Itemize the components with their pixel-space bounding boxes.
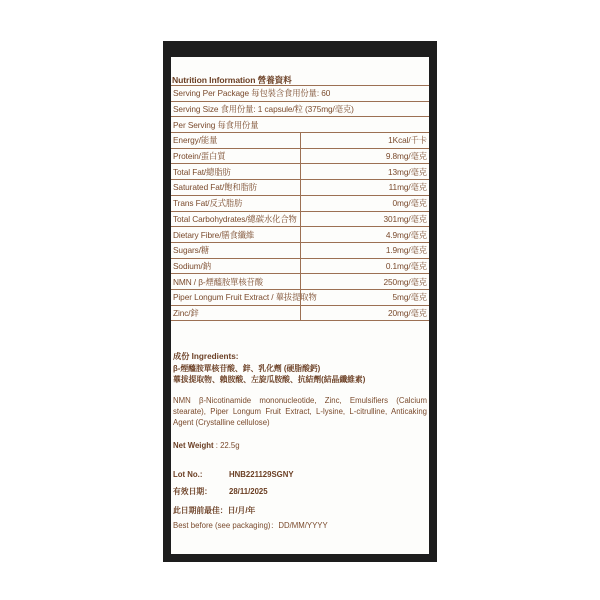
- expiry-date: [173, 487, 427, 498]
- row-value: 301mg/毫克: [300, 211, 429, 227]
- table-row: [171, 211, 429, 227]
- table-row: [171, 242, 429, 258]
- row-name: Energy/能量: [171, 133, 300, 149]
- expiry-label: 有效日期：: [173, 487, 212, 496]
- table-row: [171, 258, 429, 274]
- row-name: NMN / β-煙醯胺單核苷酸: [171, 274, 300, 290]
- expiry-value: 28/11/2025: [229, 487, 268, 496]
- per-serving: Per Serving 每食用份量: [171, 117, 429, 133]
- table-row: [171, 274, 429, 290]
- row-name: Saturated Fat/飽和脂肪: [171, 180, 300, 196]
- serving-per-package: Serving Per Package 每包裝含食用份量: 60: [171, 86, 429, 102]
- table-row: [171, 195, 429, 211]
- row-name: Total Carbohydrates/總碳水化合物: [171, 211, 300, 227]
- ingredients-zh: [173, 364, 427, 386]
- net-weight: [173, 441, 427, 452]
- row-name: Dietary Fibre/膳食纖維: [171, 227, 300, 243]
- table-row: [171, 305, 429, 321]
- row-value: 0.1mg/毫克: [300, 258, 429, 274]
- row-value: 1Kcal/千卡: [300, 133, 429, 149]
- net-weight-label: Net Weight: [173, 441, 214, 450]
- row-name: Sodium/鈉: [171, 258, 300, 274]
- row-value: 0mg/毫克: [300, 195, 429, 211]
- ingredients-en: NMN β-Nicotinamide mononucleotide, Zinc, Emulsifiers (Calcium stearate), Piper Longum Fruit Extract, L-lysine, L-citrulline, Anticaking Agent (Crystalline cellulose): [173, 396, 427, 427]
- row-name: Zinc/鋅: [171, 305, 300, 321]
- net-weight-value: : 22.5g: [215, 441, 240, 450]
- best-before-zh: 此日期前最佳：日/月/年: [173, 506, 256, 515]
- ingredients-zh-line-1: β-煙醯胺單核苷酸、鋅、乳化劑 (硬脂酸鈣): [173, 364, 321, 373]
- table-row: [171, 133, 429, 149]
- lot-value: HNB221129SGNY: [229, 470, 294, 479]
- row-value: 13mg/毫克: [300, 164, 429, 180]
- lot-number: [173, 470, 427, 481]
- row-value: 20mg/毫克: [300, 305, 429, 321]
- left-dark-band: [163, 41, 171, 562]
- row-value: 1.9mg/毫克: [300, 242, 429, 258]
- ingredients-heading: 成份 Ingredients:: [173, 352, 239, 361]
- table-row: [171, 148, 429, 164]
- row-value: 5mg/毫克: [300, 289, 429, 305]
- right-dark-band: [429, 41, 437, 562]
- row-value: 4.9mg/毫克: [300, 227, 429, 243]
- lot-label: Lot No.:: [173, 470, 203, 479]
- serving-size: Serving Size 食用份量: 1 capsule/粒 (375mg/毫克): [171, 101, 429, 117]
- row-value: 11mg/毫克: [300, 180, 429, 196]
- row-name: Trans Fat/反式脂肪: [171, 195, 300, 211]
- table-row: [171, 180, 429, 196]
- row-name: Sugars/糖: [171, 242, 300, 258]
- row-value: 9.8mg/毫克: [300, 148, 429, 164]
- ingredients-zh-line-2: 蓽拔提取物、賴胺酸、左旋瓜胺酸、抗結劑(結晶纖維素): [173, 374, 366, 384]
- table-row: [171, 289, 429, 305]
- row-value: 250mg/毫克: [300, 274, 429, 290]
- row-name: Total Fat/總脂肪: [171, 164, 300, 180]
- row-name: Piper Longum Fruit Extract / 蓽拔提取物: [171, 289, 300, 305]
- table-row: [171, 227, 429, 243]
- nutrition-table: [171, 85, 429, 321]
- table-row: [171, 164, 429, 180]
- nutrition-title: Nutrition Information 營養資料: [172, 75, 292, 85]
- best-before-en: Best before (see packaging)：DD/MM/YYYY: [173, 521, 328, 530]
- row-name: Protein/蛋白質: [171, 148, 300, 164]
